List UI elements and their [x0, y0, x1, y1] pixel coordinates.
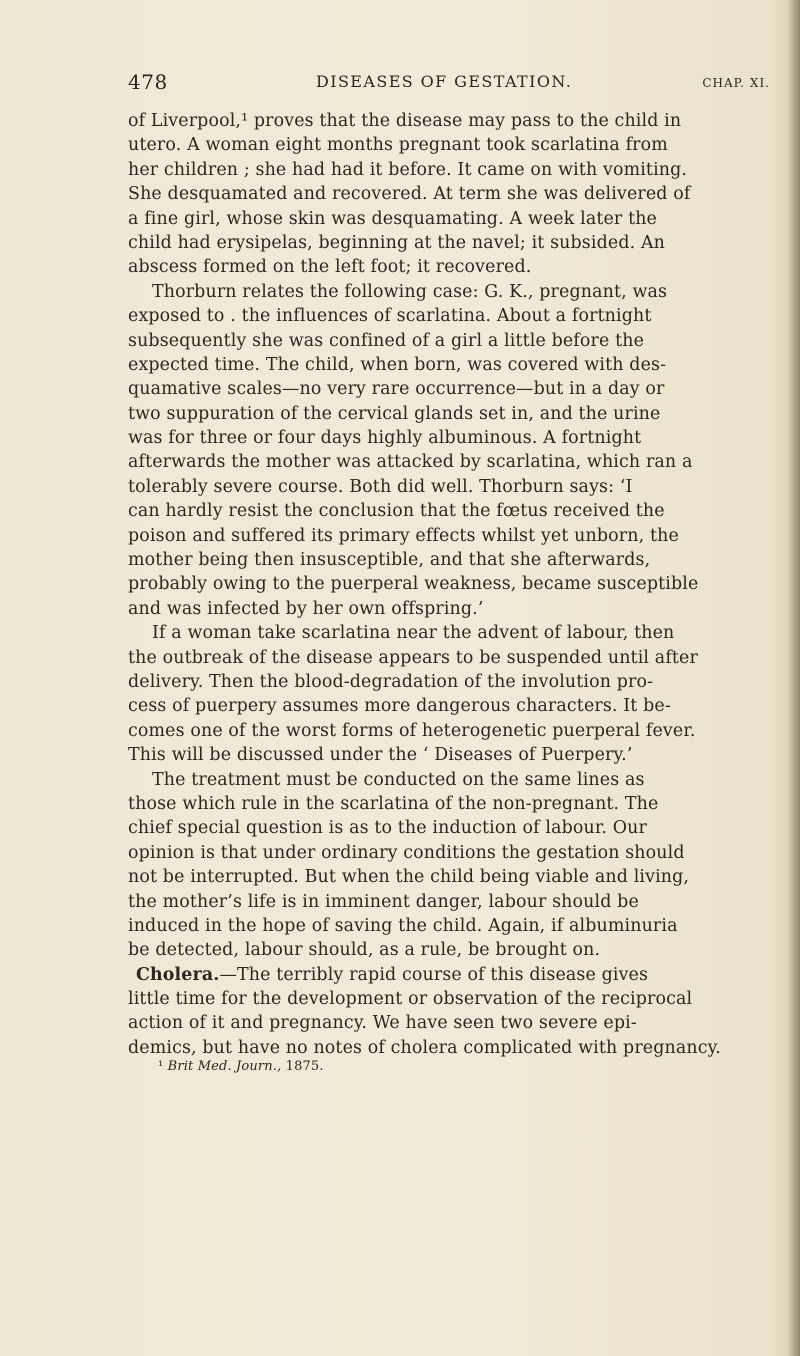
text-line: was for three or four days highly albuminous. A fortnight — [128, 428, 642, 449]
text-line: of Liverpool,¹ proves that the disease may pass to the child in — [128, 111, 682, 131]
text-line: cess of puerpery assumes more dangerous characters. It be- — [128, 696, 671, 717]
section-text: —The terribly rapid course of this disease gives — [219, 964, 649, 985]
text-line: action of it and pregnancy. We have seen two severe epi- — [128, 1013, 637, 1034]
text-line: utero. A woman eight months pregnant took scarlatina from — [128, 135, 668, 156]
body-text — [128, 109, 770, 1076]
text-line: her children ; she had had it before. It came on with vomiting. — [128, 159, 688, 180]
text-line: This will be discussed under the ‘ Diseases of Puerpery.’ — [128, 745, 633, 766]
text-line: induced in the hope of saving the child. Again, if albuminuria — [128, 915, 678, 936]
text-line: She desquamated and recovered. At term she was delivered of — [128, 184, 691, 205]
text-line: delivery. Then the blood-degradation of the involution pro- — [128, 671, 654, 692]
text-line: demics, but have no notes of cholera complicated with pregnancy. — [128, 1037, 721, 1058]
text-line: opinion is that under ordinary conditions the gestation should — [128, 842, 685, 863]
text-line: probably owing to the puerperal weakness, became susceptible — [128, 574, 699, 595]
text-line: little time for the development or observation of the reciprocal — [128, 989, 693, 1010]
text-line: afterwards the mother was attacked by scarlatina, which ran a — [128, 452, 693, 473]
text-line: expected time. The child, when born, was covered with des- — [128, 354, 667, 375]
text-line: abscess formed on the left foot; it recovered. — [128, 257, 532, 278]
footnote-marker: ¹ — [158, 1059, 164, 1075]
footnote-citation: Brit Med. Journ., — [167, 1059, 282, 1075]
text-line: be detected, labour should, as a rule, be brought on. — [128, 940, 601, 961]
text-line: comes one of the worst forms of heterogenetic puerperal fever. — [128, 720, 696, 741]
running-head: DISEASES OF GESTATION. — [316, 72, 573, 91]
text-line: not be interrupted. But when the child being viable and living, — [128, 867, 690, 888]
text-line: tolerably severe course. Both did well. Thorburn says: ‘I — [128, 476, 633, 497]
text-line: the outbreak of the disease appears to be suspended until after — [128, 647, 698, 668]
text-line: exposed to . the influences of scarlatina. About a fortnight — [128, 306, 652, 327]
page-number: 478 — [128, 70, 168, 94]
footnote-year: 1875. — [285, 1059, 324, 1075]
text-line: subsequently she was confined of a girl a little before the — [128, 330, 645, 351]
text-line: the mother’s life is in imminent danger, labour should be — [128, 891, 639, 912]
text-line: Thorburn relates the following case: G. K., pregnant, was — [152, 281, 668, 302]
text-line: If a woman take scarlatina near the advent of labour, then — [152, 623, 675, 644]
text-line: mother being then insusceptible, and that she afterwards, — [128, 550, 651, 571]
text-line: child had erysipelas, beginning at the navel; it subsided. An — [128, 232, 666, 253]
text-line: those which rule in the scarlatina of the non-pregnant. The — [128, 793, 659, 814]
text-line: two suppuration of the cervical glands set in, and the urine — [128, 403, 661, 424]
page-edge — [788, 0, 800, 1356]
section-heading: Cholera. — [136, 964, 220, 985]
text-line: can hardly resist the conclusion that the fœtus received the — [128, 501, 665, 522]
text-line: quamative scales—no very rare occurrence—but in a day or — [128, 379, 665, 400]
footnote — [128, 1058, 770, 1076]
chapter-reference: CHAP. XI. — [702, 76, 770, 90]
text-line: The treatment must be conducted on the same lines as — [152, 769, 645, 790]
text-line: a fine girl, whose skin was desquamating. A week later the — [128, 208, 658, 229]
section-line — [128, 963, 770, 987]
text-line: chief special question is as to the induction of labour. Our — [128, 818, 647, 839]
text-line: poison and suffered its primary effects whilst yet unborn, the — [128, 525, 679, 546]
page-header — [128, 70, 770, 96]
text-line: and was infected by her own offspring.’ — [128, 598, 484, 619]
